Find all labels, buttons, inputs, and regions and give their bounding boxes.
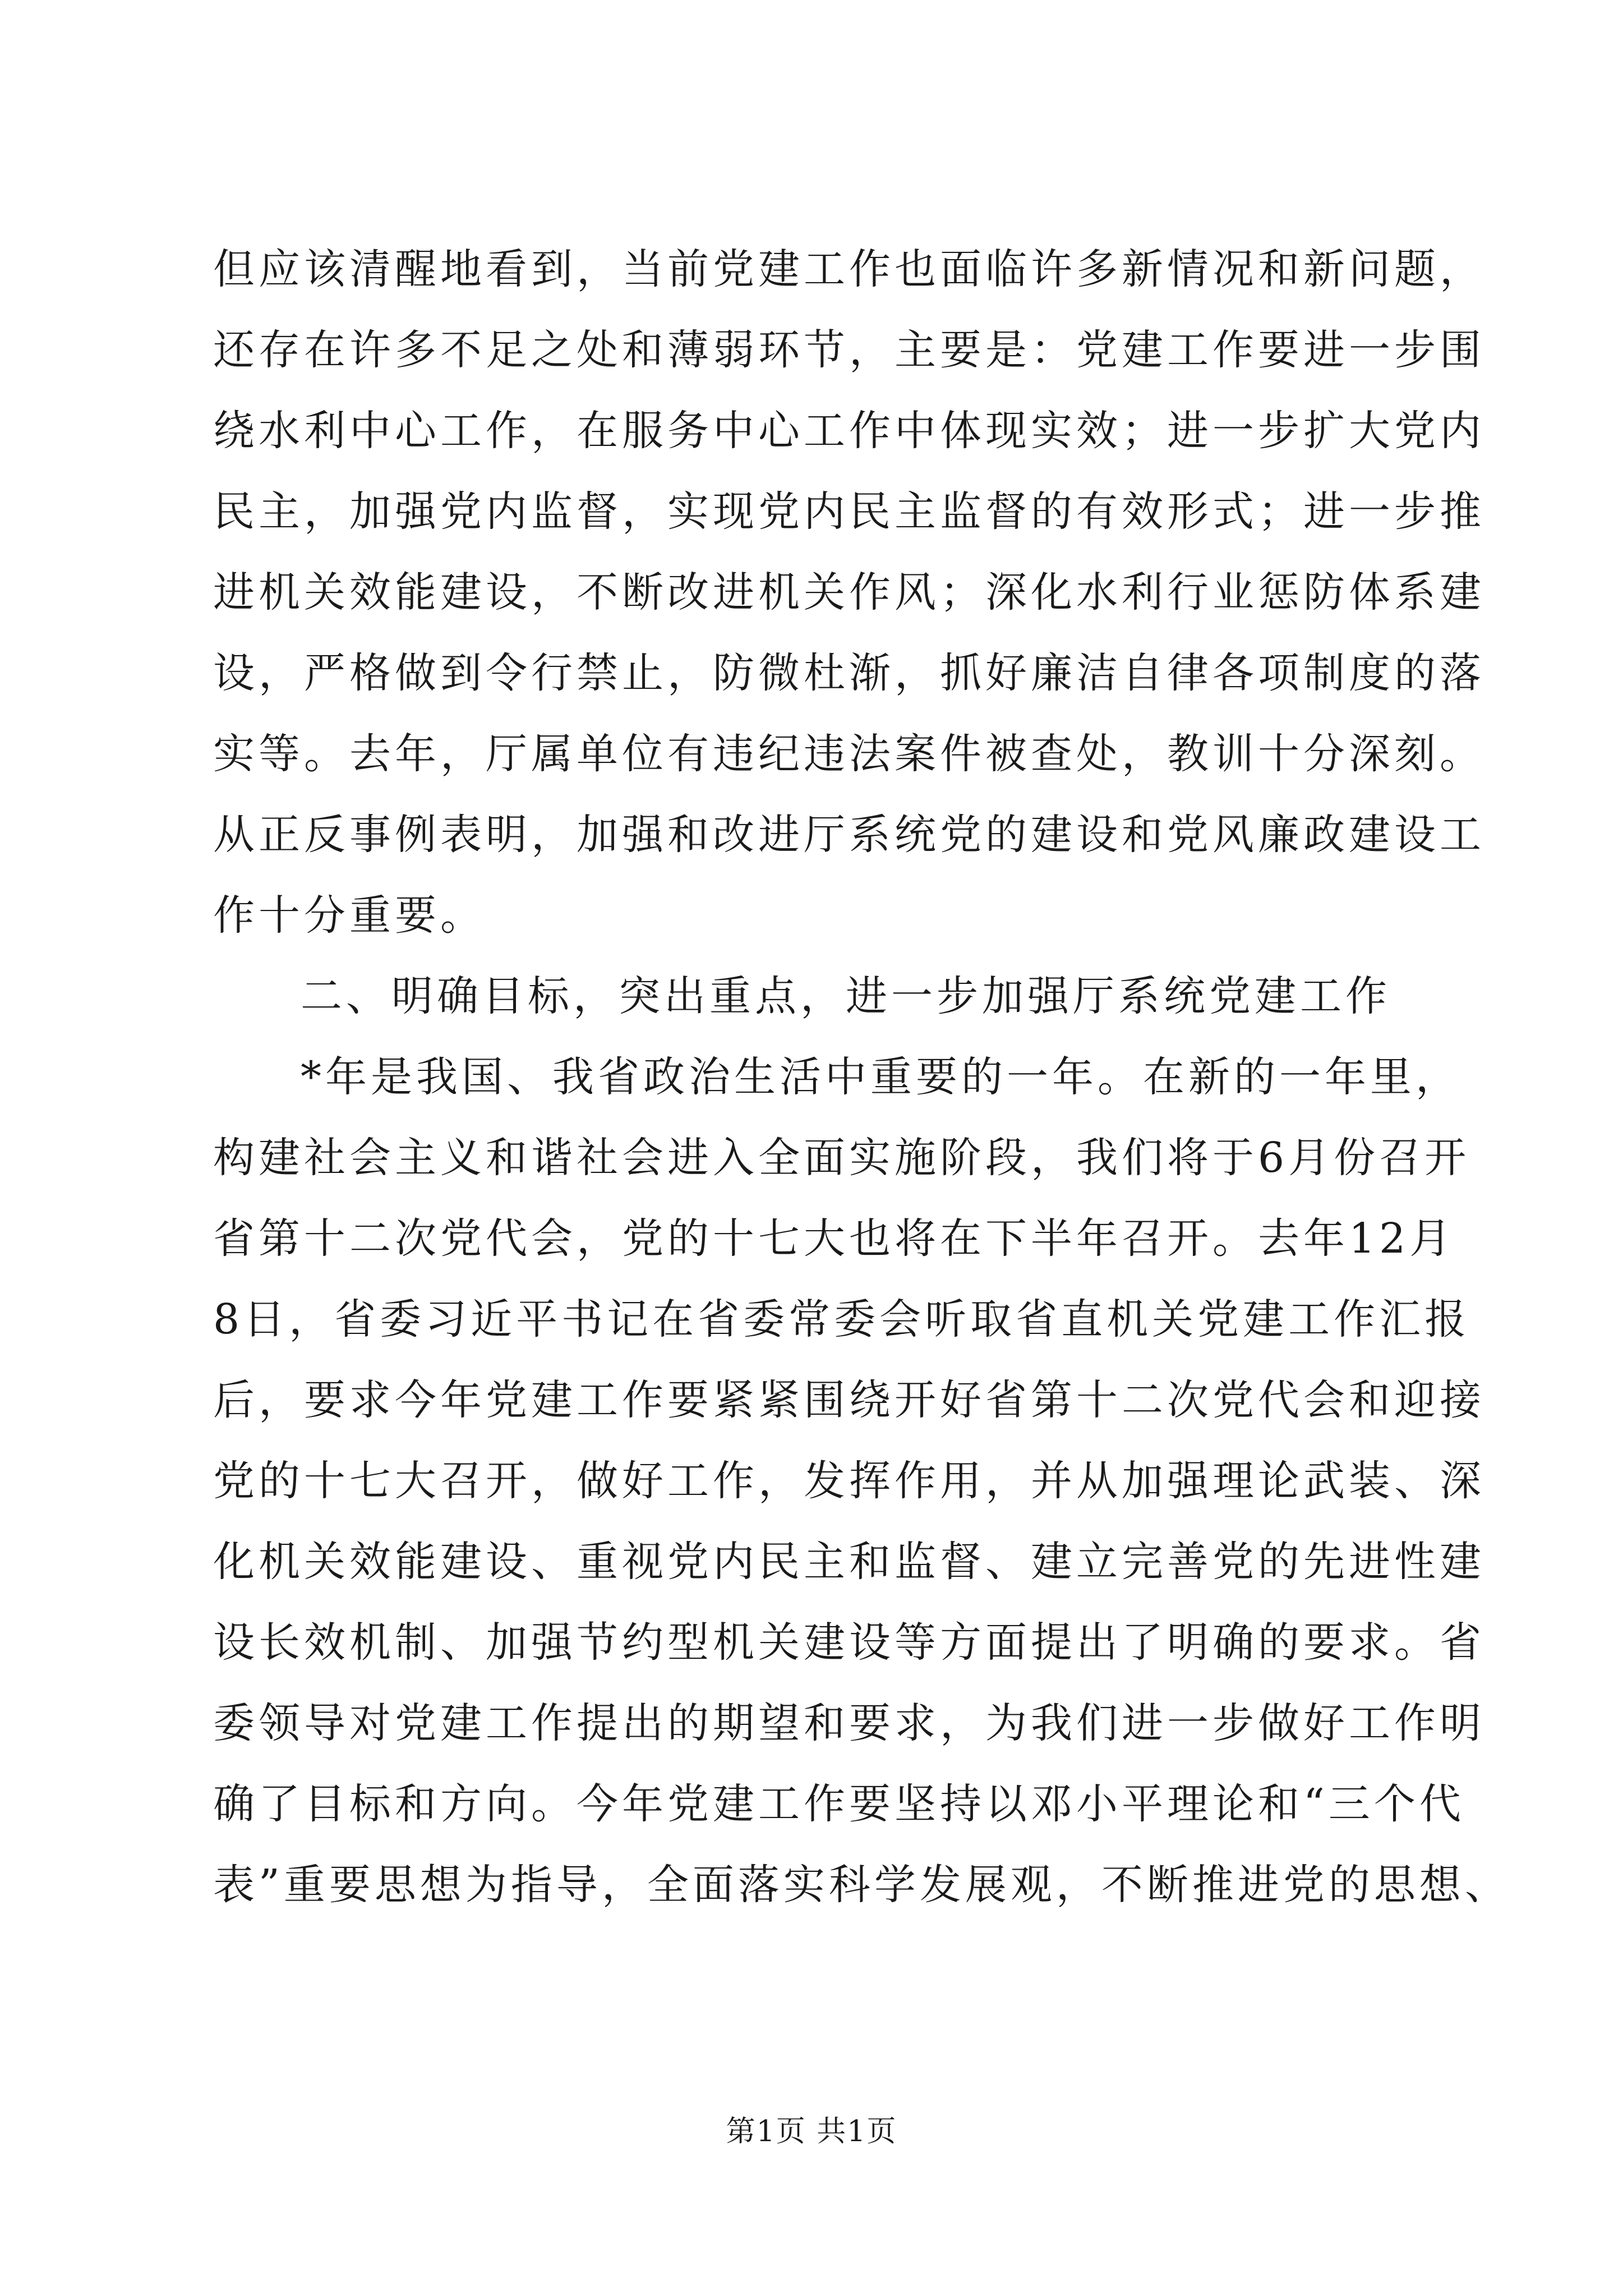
text-line: 党的十七大召开，做好工作，发挥作用，并从加强理论武装、深 xyxy=(213,1457,1485,1505)
text-line: 还存在许多不足之处和薄弱环节，主要是：党建工作要进一步围 xyxy=(213,326,1485,374)
text-line: 构建社会主义和谐社会进入全面实施阶段，我们将于6月份召开 xyxy=(213,1134,1470,1182)
page-number-label: 第1页 共1页 xyxy=(726,2115,897,2148)
text-line: 委领导对党建工作提出的期望和要求，为我们进一步做好工作明 xyxy=(213,1699,1485,1747)
text-line: 绕水利中心工作，在服务中心工作中体现实效；进一步扩大党内 xyxy=(213,407,1485,455)
text-line: 设长效机制、加强节约型机关建设等方面提出了明确的要求。省 xyxy=(213,1618,1485,1667)
text-line: 实等。去年，厅属单位有违纪违法案件被查处，教训十分深刻。 xyxy=(213,730,1485,778)
text-line: 设，严格做到令行禁止，防微杜渐，抓好廉洁自律各项制度的落 xyxy=(213,649,1485,697)
text-line: 8日，省委习近平书记在省委常委会听取省直机关党建工作汇报 xyxy=(213,1295,1470,1343)
text-line: 化机关效能建设、重视党内民主和监督、建立完善党的先进性建 xyxy=(213,1538,1485,1586)
text-line: 后，要求今年党建工作要紧紧围绕开好省第十二次党代会和迎接 xyxy=(213,1376,1485,1424)
text-line: *年是我国、我省政治生活中重要的一年。在新的一年里， xyxy=(301,1053,1461,1101)
section-heading: 二、明确目标，突出重点，进一步加强厅系统党建工作 xyxy=(301,972,1391,1020)
text-line: 进机关效能建设，不断改进机关作风；深化水利行业惩防体系建 xyxy=(213,568,1485,616)
text-line: 民主，加强党内监督，实现党内民主监督的有效形式；进一步推 xyxy=(213,487,1485,536)
page-footer xyxy=(0,2109,1623,2154)
text-line: 但应该清醒地看到，当前党建工作也面临许多新情况和新问题， xyxy=(213,245,1485,293)
text-line: 省第十二次党代会，党的十七大也将在下半年召开。去年12月 xyxy=(213,1214,1455,1263)
text-line: 从正反事例表明，加强和改进厅系统党的建设和党风廉政建设工 xyxy=(213,811,1485,859)
text-line: 确了目标和方向。今年党建工作要坚持以邓小平理论和“三个代 xyxy=(213,1780,1465,1828)
text-line: 表”重要思想为指导，全面落实科学发展观，不断推进党的思想、 xyxy=(213,1861,1510,1909)
text-line: 作十分重要。 xyxy=(213,891,486,940)
